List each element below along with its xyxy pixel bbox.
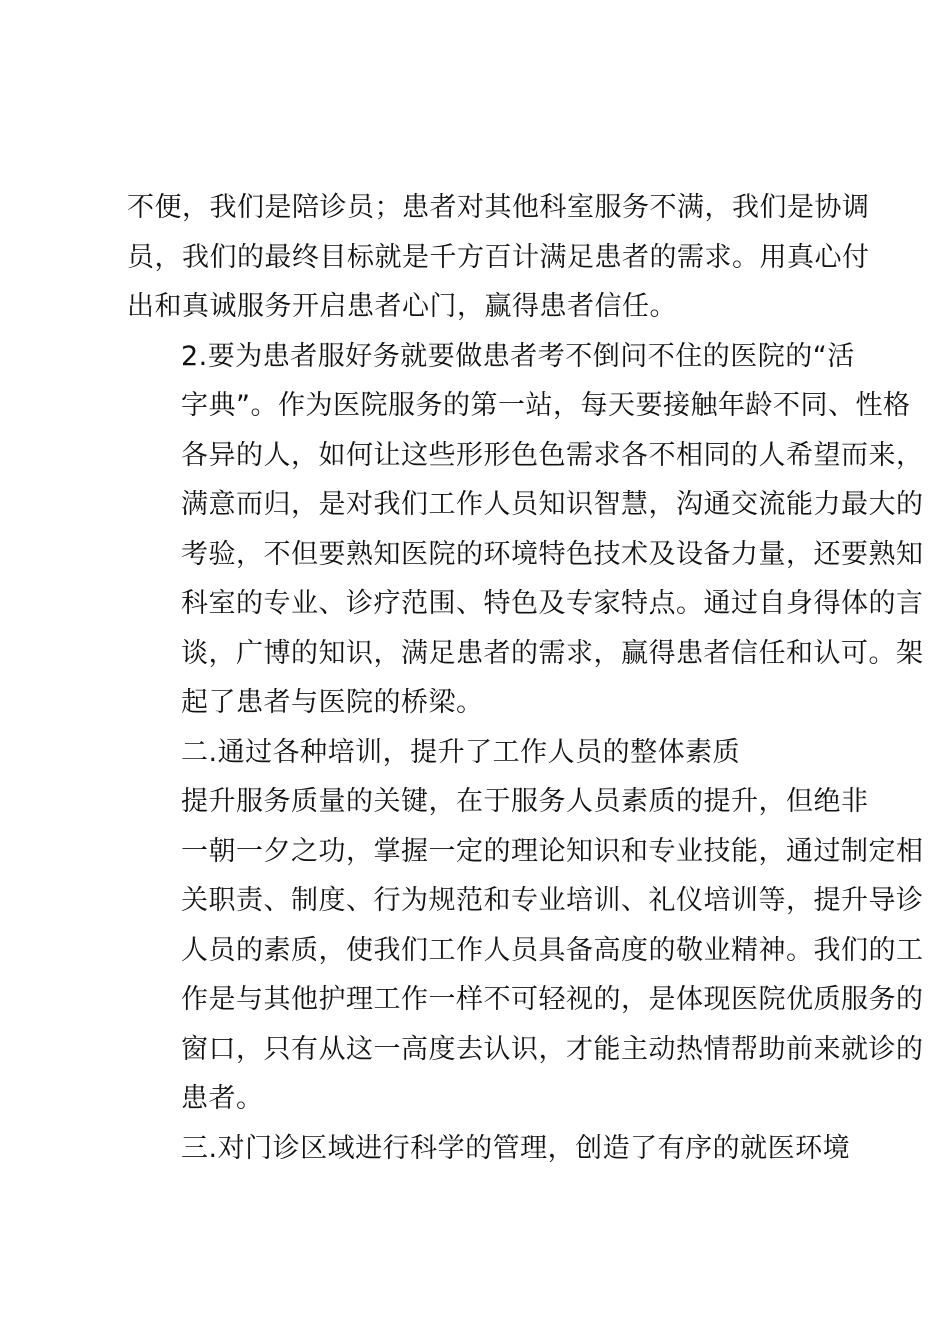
- heading-line: 三.对门诊区域进行科学的管理，创造了有序的就医环境: [181, 1132, 851, 1164]
- text-line: 关职责、制度、行为规范和专业培训、礼仪培训等，提升导诊: [181, 885, 924, 916]
- text-line: 满意而归，是对我们工作人员知识智慧，沟通交流能力最大的: [181, 489, 924, 520]
- text-line: 员，我们的最终目标就是千方百计满足患者的需求。用真心付: [127, 241, 870, 273]
- text-line: 起了患者与医院的桥梁。: [181, 687, 484, 718]
- heading-line: 二.通过各种培训，提升了工作人员的整体素质: [181, 736, 741, 768]
- text-line: 科室的专业、诊疗范围、特色及专家特点。通过自身得体的言: [181, 588, 924, 619]
- text-line: 不便，我们是陪诊员；患者对其他科室服务不满，我们是协调: [127, 192, 870, 223]
- section-heading-2: [127, 728, 833, 778]
- text-line: 2.要为患者服好务就要做患者考不倒问不住的医院的“活: [181, 340, 855, 372]
- text-line: 窗口，只有从这一高度去认识，才能主动热情帮助前来就诊的: [181, 1033, 924, 1065]
- text-line: 人员的素质，使我们工作人员具备高度的敬业精神。我们的工: [181, 934, 924, 966]
- paragraph-continuation: [127, 183, 870, 332]
- paragraph-item-2: [127, 332, 924, 728]
- text-line: 谈，广博的知识，满足患者的需求，赢得患者信任和认可。架: [181, 637, 924, 669]
- text-line: 出和真诚服务开启患者心门，赢得患者信任。: [127, 291, 677, 322]
- text-line: 一朝一夕之功，掌握一定的理论知识和专业技能，通过制定相: [181, 835, 924, 867]
- text-line: 字典”。作为医院服务的第一站，每天要接触年龄不同、性格: [181, 390, 911, 421]
- text-line: 考验，不但要熟知医院的环境特色技术及设备力量，还要熟知: [181, 538, 924, 570]
- paragraph-training: [127, 777, 924, 1124]
- section-heading-3: [127, 1124, 851, 1174]
- text-line: 提升服务质量的关键，在于服务人员素质的提升，但绝非: [181, 786, 869, 817]
- text-line: 各异的人，如何让这些形形色色需求各不相同的人希望而来，: [181, 439, 924, 471]
- text-line: 患者。: [181, 1083, 264, 1114]
- body-text: [127, 183, 924, 1173]
- text-line: 作是与其他护理工作一样不可轻视的，是体现医院优质服务的: [181, 984, 924, 1015]
